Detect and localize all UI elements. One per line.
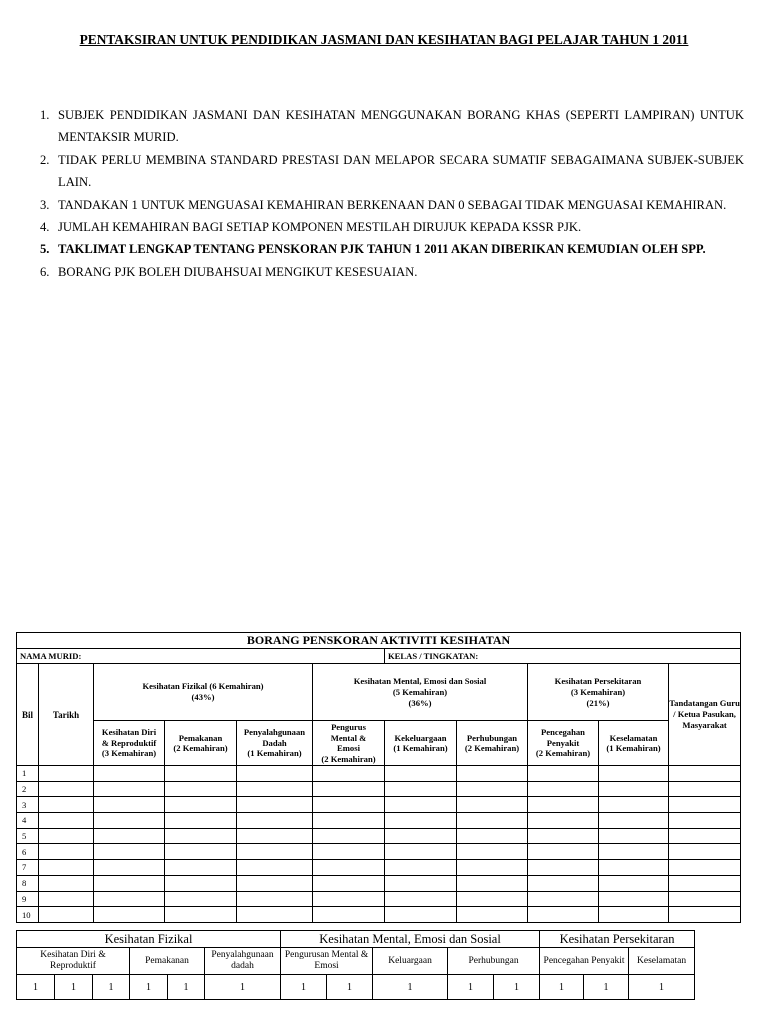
summary-value-cell[interactable]: 1 — [93, 975, 130, 1000]
sub-header: Kesihatan Diri & Reproduktif (3 Kemahiran) — [94, 721, 165, 766]
sub-header: Pengurus Mental & Emosi (2 Kemahiran) — [313, 721, 385, 766]
score-cell[interactable] — [599, 813, 669, 829]
sub-header: Penyalahgunaan Dadah (1 Kemahiran) — [237, 721, 313, 766]
score-cell[interactable] — [313, 907, 385, 923]
form-caption: BORANG PENSKORAN AKTIVITI KESIHATAN — [17, 633, 741, 649]
score-cell[interactable] — [599, 907, 669, 923]
signature-header: Tandatangan Guru / Ketua Pasukan, Masyarakat — [669, 664, 741, 766]
score-cell[interactable] — [528, 844, 599, 860]
summary-sub-header: Pengurusan Mental & Emosi — [281, 948, 373, 975]
score-cell[interactable] — [165, 781, 237, 797]
sub-header: Perhubungan (2 Kemahiran) — [457, 721, 528, 766]
score-cell[interactable] — [669, 860, 741, 876]
sub-header: Kekeluargaan (1 Kemahiran) — [385, 721, 457, 766]
score-cell[interactable] — [39, 813, 94, 829]
table-row — [17, 844, 741, 860]
summary-sub-header: Pemakanan — [130, 948, 205, 975]
score-cell[interactable] — [313, 781, 385, 797]
row-number: 5 — [17, 828, 39, 844]
instruction-item-bold: 5. TAKLIMAT LENGKAP TENTANG PENSKORAN PJK TAHUN 1 2011 AKAN DIBERIKAN KEMUDIAN OLEH SPP. — [40, 242, 706, 257]
summary-sub-header: Perhubungan — [448, 948, 540, 975]
score-cell[interactable] — [165, 875, 237, 891]
score-cell[interactable] — [599, 844, 669, 860]
score-cell[interactable] — [94, 844, 165, 860]
score-cell[interactable] — [528, 766, 599, 782]
score-cell[interactable] — [94, 907, 165, 923]
page-title: PENTAKSIRAN UNTUK PENDIDIKAN JASMANI DAN KESIHATAN BAGI PELAJAR TAHUN 1 2011 — [79, 32, 689, 47]
score-cell[interactable] — [165, 797, 237, 813]
score-cell[interactable] — [39, 766, 94, 782]
score-cell[interactable] — [669, 828, 741, 844]
score-cell[interactable] — [237, 891, 313, 907]
score-cell[interactable] — [599, 797, 669, 813]
row-number: 3 — [17, 797, 39, 813]
score-cell[interactable] — [385, 781, 457, 797]
score-cell[interactable] — [457, 797, 528, 813]
group-header-fizikal: Kesihatan Fizikal (6 Kemahiran) (43%) — [94, 664, 313, 721]
score-cell[interactable] — [313, 891, 385, 907]
class-field[interactable]: KELAS / TINGKATAN: — [385, 649, 741, 664]
score-cell[interactable] — [313, 797, 385, 813]
score-cell[interactable] — [94, 828, 165, 844]
score-cell[interactable] — [599, 860, 669, 876]
table-row — [17, 875, 741, 891]
score-cell[interactable] — [237, 813, 313, 829]
score-cell[interactable] — [669, 844, 741, 860]
instruction-item: 1. SUBJEK PENDIDIKAN JASMANI DAN KESIHATAN MENGGUNAKAN BORANG KHAS (SEPERTI LAMPIRAN) UNTUK MENTAKSIR MURID. — [40, 108, 744, 145]
score-cell[interactable] — [457, 875, 528, 891]
table-row — [17, 860, 741, 876]
score-cell[interactable] — [94, 891, 165, 907]
group-header-mental: Kesihatan Mental, Emosi dan Sosial (5 Kemahiran) (36%) — [313, 664, 528, 721]
row-number: 1 — [17, 766, 39, 782]
score-cell[interactable] — [165, 907, 237, 923]
score-cell[interactable] — [237, 766, 313, 782]
summary-value-cell[interactable]: 1 — [205, 975, 281, 1000]
score-cell[interactable] — [165, 813, 237, 829]
summary-sub-header: Keselamatan — [629, 948, 695, 975]
score-cell[interactable] — [237, 797, 313, 813]
summary-value-cell[interactable]: 1 — [448, 975, 494, 1000]
score-cell[interactable] — [528, 781, 599, 797]
score-cell[interactable] — [528, 891, 599, 907]
summary-value-cell[interactable]: 1 — [540, 975, 584, 1000]
summary-value-cell[interactable]: 1 — [168, 975, 205, 1000]
summary-value-cell[interactable]: 1 — [281, 975, 327, 1000]
instruction-item: 6. BORANG PJK BOLEH DIUBAHSUAI MENGIKUT KESESUAIAN. — [40, 264, 418, 279]
score-cell[interactable] — [457, 781, 528, 797]
score-cell[interactable] — [39, 797, 94, 813]
score-cell[interactable] — [457, 844, 528, 860]
score-cell[interactable] — [39, 860, 94, 876]
summary-group-header: Kesihatan Persekitaran — [540, 931, 695, 948]
score-cell[interactable] — [385, 813, 457, 829]
score-cell[interactable] — [528, 813, 599, 829]
score-cell[interactable] — [457, 766, 528, 782]
score-cell[interactable] — [385, 844, 457, 860]
instruction-item: 3. TANDAKAN 1 UNTUK MENGUASAI KEMAHIRAN BERKENAAN DAN 0 SEBAGAI TIDAK MENGUASAI KEMAHIRAN. — [40, 197, 727, 212]
student-name-field[interactable]: NAMA MURID: — [17, 649, 385, 664]
score-cell[interactable] — [669, 797, 741, 813]
score-cell[interactable] — [599, 766, 669, 782]
score-cell[interactable] — [385, 797, 457, 813]
table-row — [17, 797, 741, 813]
score-cell[interactable] — [237, 844, 313, 860]
score-cell[interactable] — [385, 891, 457, 907]
summary-value-cell[interactable]: 1 — [17, 975, 55, 1000]
summary-sub-header: Keluargaan — [373, 948, 448, 975]
summary-sub-header: Kesihatan Diri & Reproduktif — [17, 948, 130, 975]
summary-table — [16, 930, 695, 1000]
row-number: 6 — [17, 844, 39, 860]
score-cell[interactable] — [599, 828, 669, 844]
table-row — [17, 781, 741, 797]
summary-sub-header: Penyalahgunaan dadah — [205, 948, 281, 975]
score-cell[interactable] — [457, 813, 528, 829]
score-cell[interactable] — [237, 907, 313, 923]
score-cell[interactable] — [94, 813, 165, 829]
score-cell[interactable] — [237, 781, 313, 797]
summary-group-header: Kesihatan Mental, Emosi dan Sosial — [281, 931, 540, 948]
score-cell[interactable] — [165, 891, 237, 907]
score-cell[interactable] — [313, 875, 385, 891]
score-cell[interactable] — [165, 844, 237, 860]
score-cell[interactable] — [669, 781, 741, 797]
score-cell[interactable] — [385, 860, 457, 876]
summary-value-cell[interactable]: 1 — [584, 975, 629, 1000]
score-form-table — [16, 632, 741, 923]
row-number: 10 — [17, 907, 39, 923]
table-row — [17, 828, 741, 844]
score-cell[interactable] — [528, 797, 599, 813]
score-cell[interactable] — [669, 766, 741, 782]
score-cell[interactable] — [39, 891, 94, 907]
score-cell[interactable] — [457, 907, 528, 923]
score-cell[interactable] — [457, 828, 528, 844]
summary-value-cell[interactable]: 1 — [327, 975, 373, 1000]
summary-group-header: Kesihatan Fizikal — [17, 931, 281, 948]
score-cell[interactable] — [313, 813, 385, 829]
instruction-item: 2. TIDAK PERLU MEMBINA STANDARD PRESTASI DAN MELAPOR SECARA SUMATIF SEBAGAIMANA SUBJEK-SUBJEK LAIN. — [40, 152, 744, 190]
summary-sub-header: Pencegahan Penyakit — [540, 948, 629, 975]
score-cell[interactable] — [528, 907, 599, 923]
score-cell[interactable] — [528, 860, 599, 876]
instruction-list — [40, 104, 744, 283]
summary-values-row — [17, 975, 695, 1000]
score-cell[interactable] — [313, 844, 385, 860]
sub-header: Pencegahan Penyakit (2 Kemahiran) — [528, 721, 599, 766]
score-cell[interactable] — [528, 828, 599, 844]
row-number: 2 — [17, 781, 39, 797]
row-number: 8 — [17, 875, 39, 891]
table-row — [17, 766, 741, 782]
score-cell[interactable] — [39, 844, 94, 860]
score-cell[interactable] — [385, 828, 457, 844]
bil-header: Bil — [17, 664, 39, 766]
score-cell[interactable] — [237, 860, 313, 876]
summary-value-cell[interactable]: 1 — [373, 975, 448, 1000]
sub-header: Keselamatan (1 Kemahiran) — [599, 721, 669, 766]
score-cell[interactable] — [39, 828, 94, 844]
score-cell[interactable] — [599, 875, 669, 891]
score-cell[interactable] — [313, 828, 385, 844]
row-number: 4 — [17, 813, 39, 829]
score-cell[interactable] — [669, 813, 741, 829]
summary-value-cell[interactable]: 1 — [55, 975, 93, 1000]
table-row — [17, 907, 741, 923]
score-cell[interactable] — [94, 860, 165, 876]
score-cell[interactable] — [528, 875, 599, 891]
score-cell[interactable] — [39, 907, 94, 923]
score-cell[interactable] — [39, 875, 94, 891]
score-cell[interactable] — [385, 875, 457, 891]
score-cell[interactable] — [237, 828, 313, 844]
score-cell[interactable] — [237, 875, 313, 891]
summary-value-cell[interactable]: 1 — [494, 975, 540, 1000]
score-cell[interactable] — [94, 797, 165, 813]
score-cell[interactable] — [313, 860, 385, 876]
instruction-item: 4. JUMLAH KEMAHIRAN BAGI SETIAP KOMPONEN MESTILAH DIRUJUK KEPADA KSSR PJK. — [40, 220, 582, 235]
score-cell[interactable] — [669, 891, 741, 907]
score-cell[interactable] — [385, 766, 457, 782]
score-cell[interactable] — [94, 875, 165, 891]
row-number: 9 — [17, 891, 39, 907]
score-cell[interactable] — [165, 860, 237, 876]
score-cell[interactable] — [313, 766, 385, 782]
score-cell[interactable] — [94, 766, 165, 782]
score-cell[interactable] — [457, 891, 528, 907]
score-rows — [17, 766, 741, 923]
score-cell[interactable] — [39, 781, 94, 797]
score-cell[interactable] — [94, 781, 165, 797]
table-row — [17, 813, 741, 829]
group-header-persekitaran: Kesihatan Persekitaran (3 Kemahiran) (21%) — [528, 664, 669, 721]
tarikh-header: Tarikh — [39, 664, 94, 766]
score-cell[interactable] — [457, 860, 528, 876]
table-row — [17, 891, 741, 907]
row-number: 7 — [17, 860, 39, 876]
score-cell[interactable] — [165, 828, 237, 844]
summary-value-cell[interactable]: 1 — [130, 975, 168, 1000]
score-cell[interactable] — [599, 781, 669, 797]
score-cell[interactable] — [669, 875, 741, 891]
score-cell[interactable] — [165, 766, 237, 782]
score-cell[interactable] — [385, 907, 457, 923]
score-cell[interactable] — [599, 891, 669, 907]
sub-header: Pemakanan (2 Kemahiran) — [165, 721, 237, 766]
summary-value-cell[interactable]: 1 — [629, 975, 695, 1000]
score-cell[interactable] — [669, 907, 741, 923]
